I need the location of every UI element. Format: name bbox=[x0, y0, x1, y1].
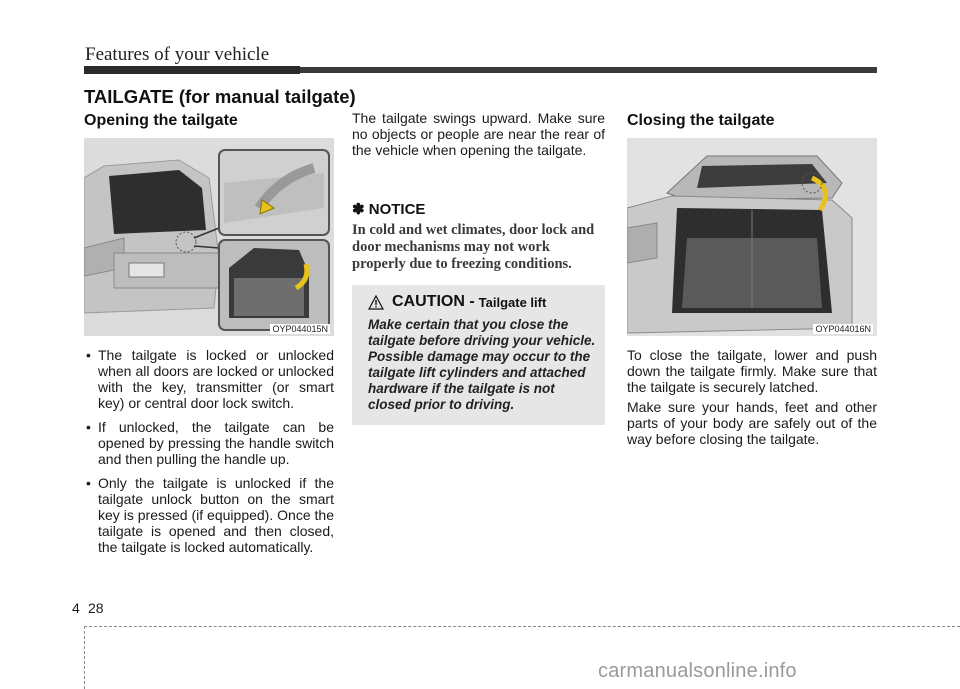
opening-figure bbox=[84, 138, 334, 336]
caution-title: CAUTION - bbox=[392, 293, 475, 310]
closing-title: Closing the tailgate bbox=[627, 112, 775, 129]
figure-code: OYP044015N bbox=[272, 324, 328, 334]
header-title: Features of your vehicle bbox=[85, 44, 270, 65]
caution-text: Make certain that you close the tailgate before driving your vehicle. Possible damage may occur to the tailgate lift cylinders and attached hardware if the tailgate is not closed prior to driving. bbox=[368, 317, 596, 412]
caution-header bbox=[368, 293, 546, 311]
opening-bullets bbox=[84, 347, 334, 563]
list-item: • The tailgate is locked or unlocked when all doors are locked or unlocked with the key, transmitter (or smart key) or central door lock switch. bbox=[84, 347, 334, 411]
header-bar-accent bbox=[84, 66, 300, 74]
list-item: • Only the tailgate is unlocked if the tailgate unlock button on the smart key is pressed (if equipped). Once the tailgate is opened and then closed, the tailgate is locked automatically. bbox=[84, 475, 334, 555]
closing-illustration bbox=[627, 138, 877, 336]
notice-heading bbox=[352, 200, 425, 218]
caution-subtitle: Tailgate lift bbox=[478, 294, 547, 310]
list-item: • If unlocked, the tailgate can be opened by pressing the handle switch and then pulling the handle up. bbox=[84, 419, 334, 467]
footer-vertical-divider bbox=[84, 626, 85, 689]
closing-paragraph-2: Make sure your hands, feet and other parts of your body are safely out of the way before closing the tailgate. bbox=[627, 399, 877, 447]
opening-illustration bbox=[84, 138, 334, 336]
closing-figure bbox=[627, 138, 877, 336]
page-number: 28 bbox=[88, 600, 104, 616]
page-section-number: 4 bbox=[72, 600, 80, 616]
caution-box bbox=[352, 285, 605, 425]
footer-divider bbox=[84, 626, 960, 627]
notice-icon: ✽ bbox=[352, 201, 365, 218]
closing-paragraph-1: To close the tailgate, lower and push down the tailgate firmly. Make sure that the tailgate is securely latched. bbox=[627, 347, 877, 395]
section-title: TAILGATE (for manual tailgate) bbox=[84, 86, 356, 107]
opening-title: Opening the tailgate bbox=[84, 112, 238, 129]
watermark-text: carmanualsonline.info bbox=[598, 660, 797, 682]
intro-paragraph: The tailgate swings upward. Make sure no objects or people are near the rear of the vehicle when opening the tailgate. bbox=[352, 110, 605, 158]
warning-triangle-icon bbox=[368, 295, 384, 310]
notice-title: NOTICE bbox=[368, 201, 426, 218]
figure-code: OYP044016N bbox=[815, 324, 871, 334]
notice-text: In cold and wet climates, door lock and door mechanisms may not work properly due to freezing conditions. bbox=[352, 222, 595, 272]
